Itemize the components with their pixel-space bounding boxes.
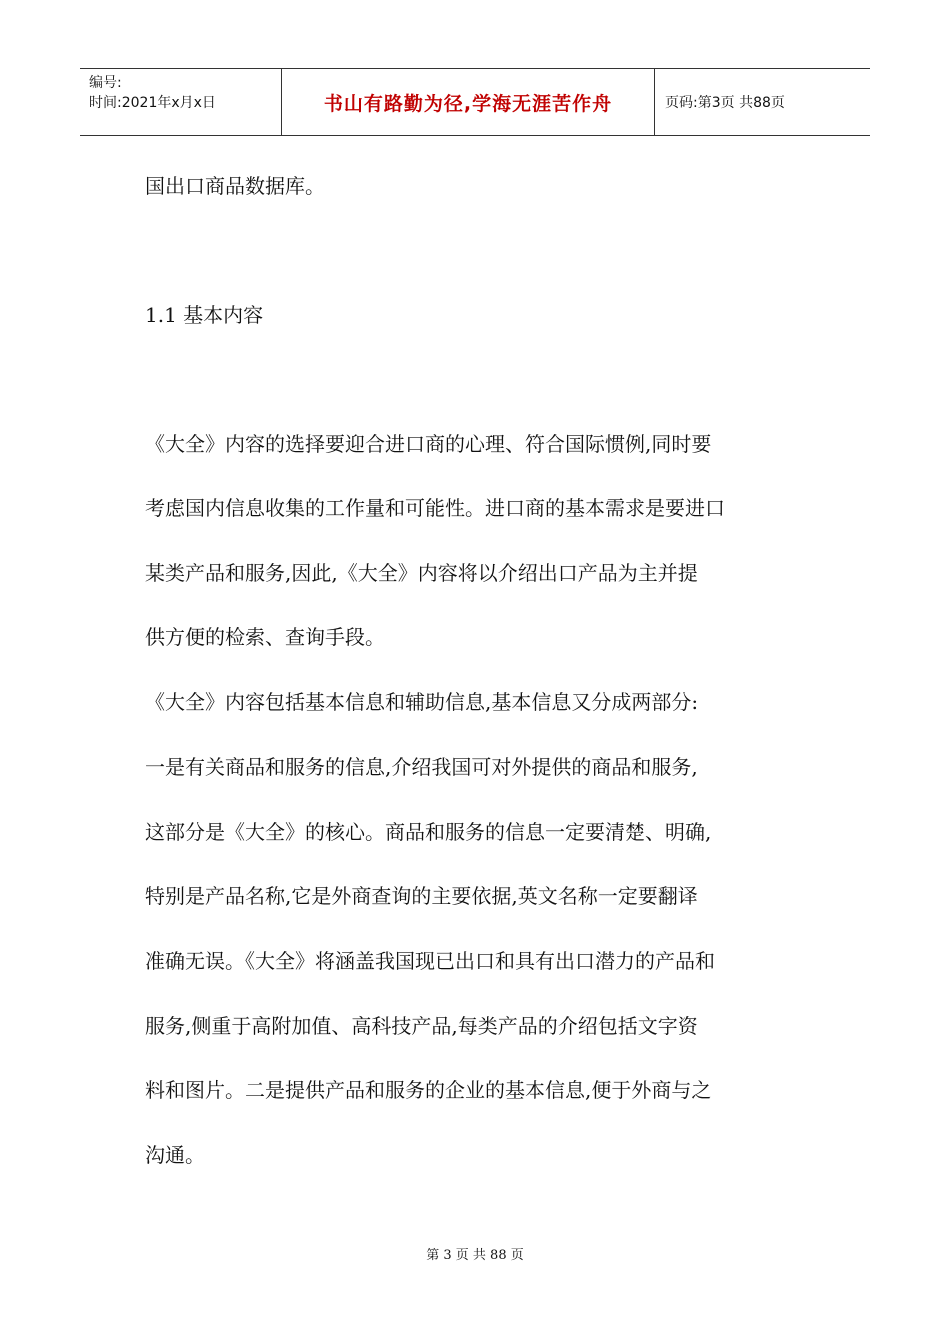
body-line: 某类产品和服务,因此,《大全》内容将以介绍出口产品为主并提 [145, 561, 698, 585]
header-meta [80, 69, 282, 135]
body-line: 特别是产品名称,它是外商查询的主要依据,英文名称一定要翻译 [145, 884, 698, 908]
body-line: 考虑国内信息收集的工作量和可能性。进口商的基本需求是要进口 [145, 496, 725, 520]
header-motto: 书山有路勤为径,学海无涯苦作舟 [282, 69, 655, 135]
body-line: 《大全》内容的选择要迎合进口商的心理、符合国际惯例,同时要 [145, 432, 712, 456]
header-page-number: 页码:第3页 共88页 [665, 95, 785, 111]
body-line: 这部分是《大全》的核心。商品和服务的信息一定要清楚、明确, [145, 820, 712, 844]
body-line: 国出口商品数据库。 [145, 174, 325, 198]
body-line: 《大全》内容包括基本信息和辅助信息,基本信息又分成两部分: [145, 690, 699, 714]
body-line: 沟通。 [145, 1143, 205, 1167]
doc-number-label: 编号: [89, 75, 122, 91]
body-line: 一是有关商品和服务的信息,介绍我国可对外提供的商品和服务, [145, 755, 698, 779]
section-heading: 1.1 基本内容 [145, 303, 264, 327]
body-line: 准确无误。《大全》将涵盖我国现已出口和具有出口潜力的产品和 [145, 949, 715, 973]
body-line: 供方便的检索、查询手段。 [145, 625, 385, 649]
doc-time-label: 时间:2021年x月x日 [89, 95, 216, 111]
page-footer: 第 3 页 共 88 页 [426, 1248, 524, 1263]
body-line: 服务,侧重于高附加值、高科技产品,每类产品的介绍包括文字资 [145, 1014, 698, 1038]
page-header [80, 68, 870, 136]
body-line: 料和图片。二是提供产品和服务的企业的基本信息,便于外商与之 [145, 1078, 712, 1102]
